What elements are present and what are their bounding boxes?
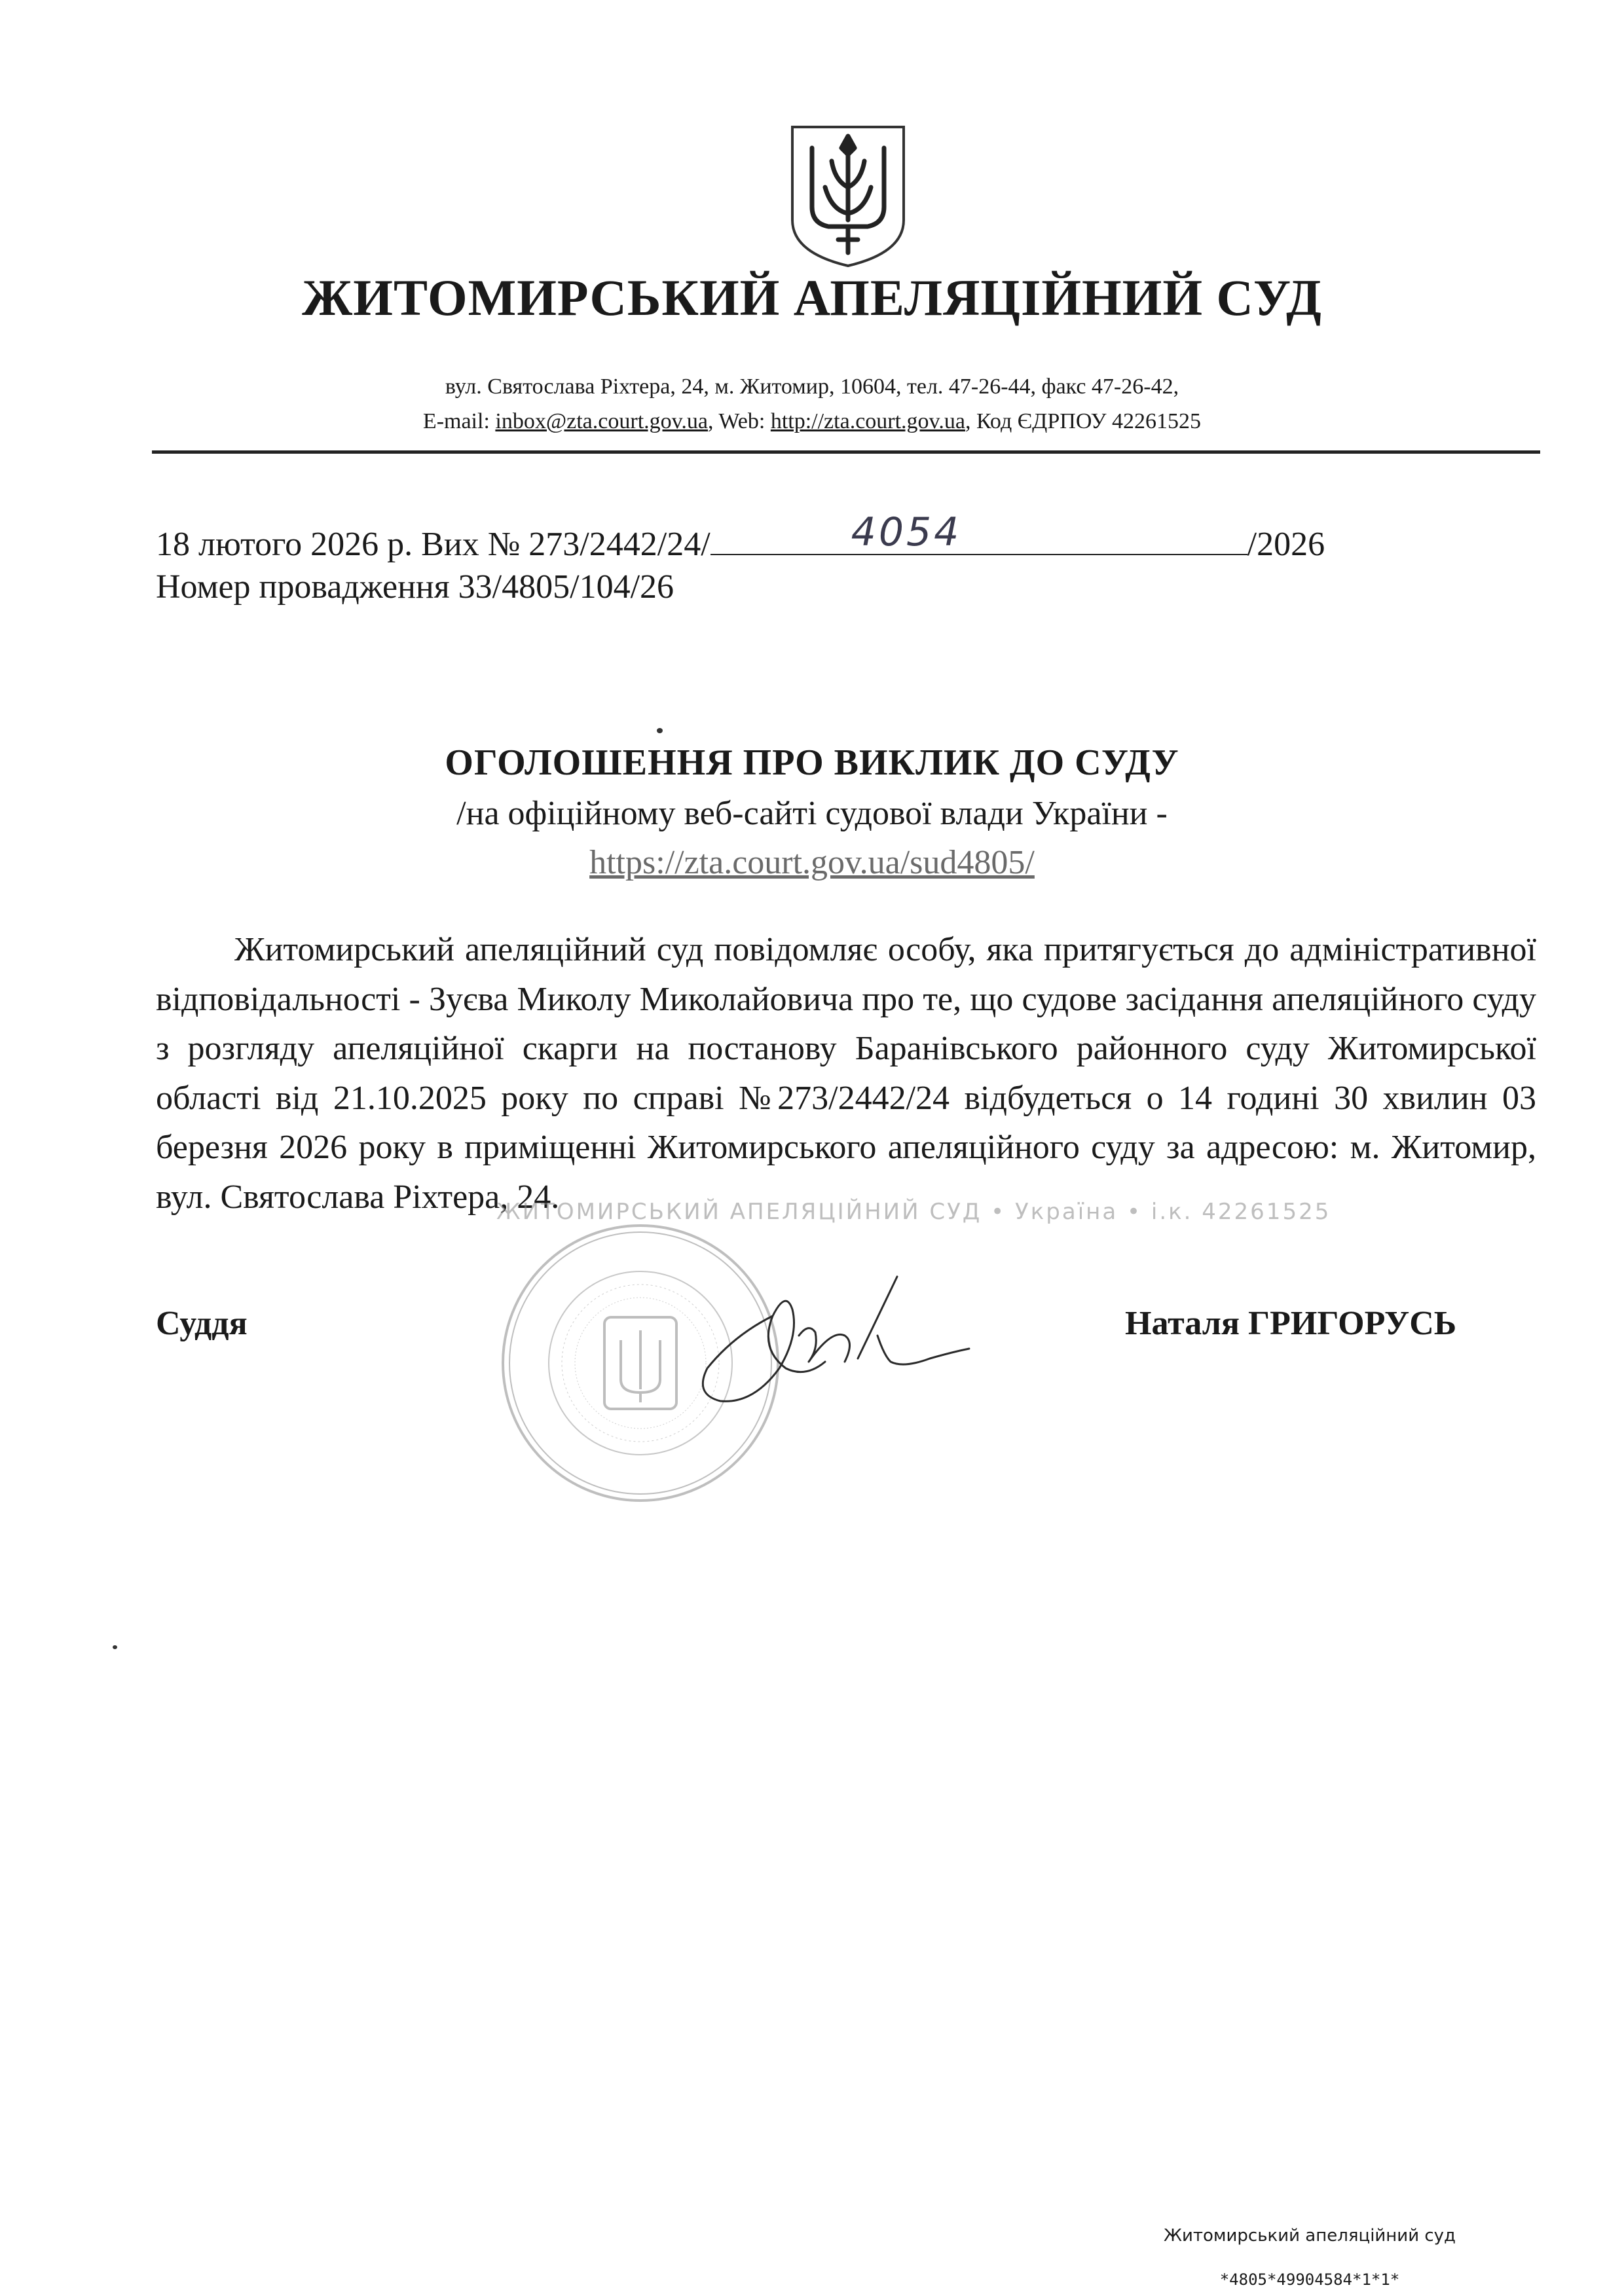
announcement-title: ОГОЛОШЕННЯ ПРО ВИКЛИК ДО СУДУ <box>445 742 1179 783</box>
handwritten-number: 4054 <box>851 509 962 555</box>
announcement-body: Житомирський апеляційний суд повідомляє особу, яка притягується до адміністративної відповідальності - Зуєва Миколу Миколайовича про те, що судове засідання апеляційного суду з розгляду апеляційної скарги на постанову Баранівського районного суду Житомирської області від 21.10.2025 року по справі №273/2442/24 відбудеться о 14 годині 30 хвилин 03 березня 2026 року в приміщенні Житомирського апеляційного суду за адресою: м. Житомир, вул. Святослава Ріхтера, 24. <box>156 931 1536 1216</box>
email-link[interactable]: inbox@zta.court.gov.ua <box>495 409 709 433</box>
seal-text: ЖИТОМИРСЬКИЙ АПЕЛЯЦІЙНИЙ СУД • Україна • і.к. 42261525 <box>496 1199 1331 1225</box>
announcement-url-line <box>0 843 1624 882</box>
proceeding-number: Номер провадження 33/4805/104/26 <box>156 568 674 606</box>
judge-role: Суддя <box>156 1305 248 1342</box>
scan-speck <box>657 728 663 733</box>
header-divider <box>152 450 1540 454</box>
announcement-url-link[interactable]: https://zta.court.gov.ua/sud4805/ <box>589 844 1035 881</box>
court-title: ЖИТОМИРСЬКИЙ АПЕЛЯЦІЙНИЙ СУД <box>302 269 1322 326</box>
announcement-subtitle: /на офіційному веб-сайті судової влади України - <box>456 795 1168 832</box>
web-link[interactable]: http://zta.court.gov.ua <box>770 409 965 433</box>
barcode-caption: Житомирський апеляційний суд <box>1163 2226 1456 2246</box>
year-suffix: /2026 <box>1247 526 1325 563</box>
outgoing-number-blank <box>710 509 1247 555</box>
barcode-icon <box>1126 2248 1493 2270</box>
court-address: вул. Святослава Ріхтера, 24, м. Житомир, 10604, тел. 47-26-44, факс 47-26-42, <box>445 374 1179 399</box>
coat-of-arms-icon <box>786 122 910 270</box>
web-label: , Web: <box>708 409 766 433</box>
outgoing-number-line <box>156 509 1325 564</box>
date-and-number: 18 лютого 2026 р. Вих № 273/2442/24/ <box>156 526 710 563</box>
email-label: E-mail: <box>422 409 490 433</box>
judge-signature-icon <box>694 1264 969 1427</box>
barcode-number: *4805*49904584*1*1* <box>1219 2270 1400 2289</box>
judge-name: Наталя ГРИГОРУСЬ <box>1125 1305 1457 1342</box>
document-barcode-block <box>1035 2226 1585 2289</box>
court-contacts <box>0 409 1624 434</box>
scan-speck <box>113 1645 117 1649</box>
edrpou-code: , Код ЄДРПОУ 42261525 <box>965 409 1202 433</box>
